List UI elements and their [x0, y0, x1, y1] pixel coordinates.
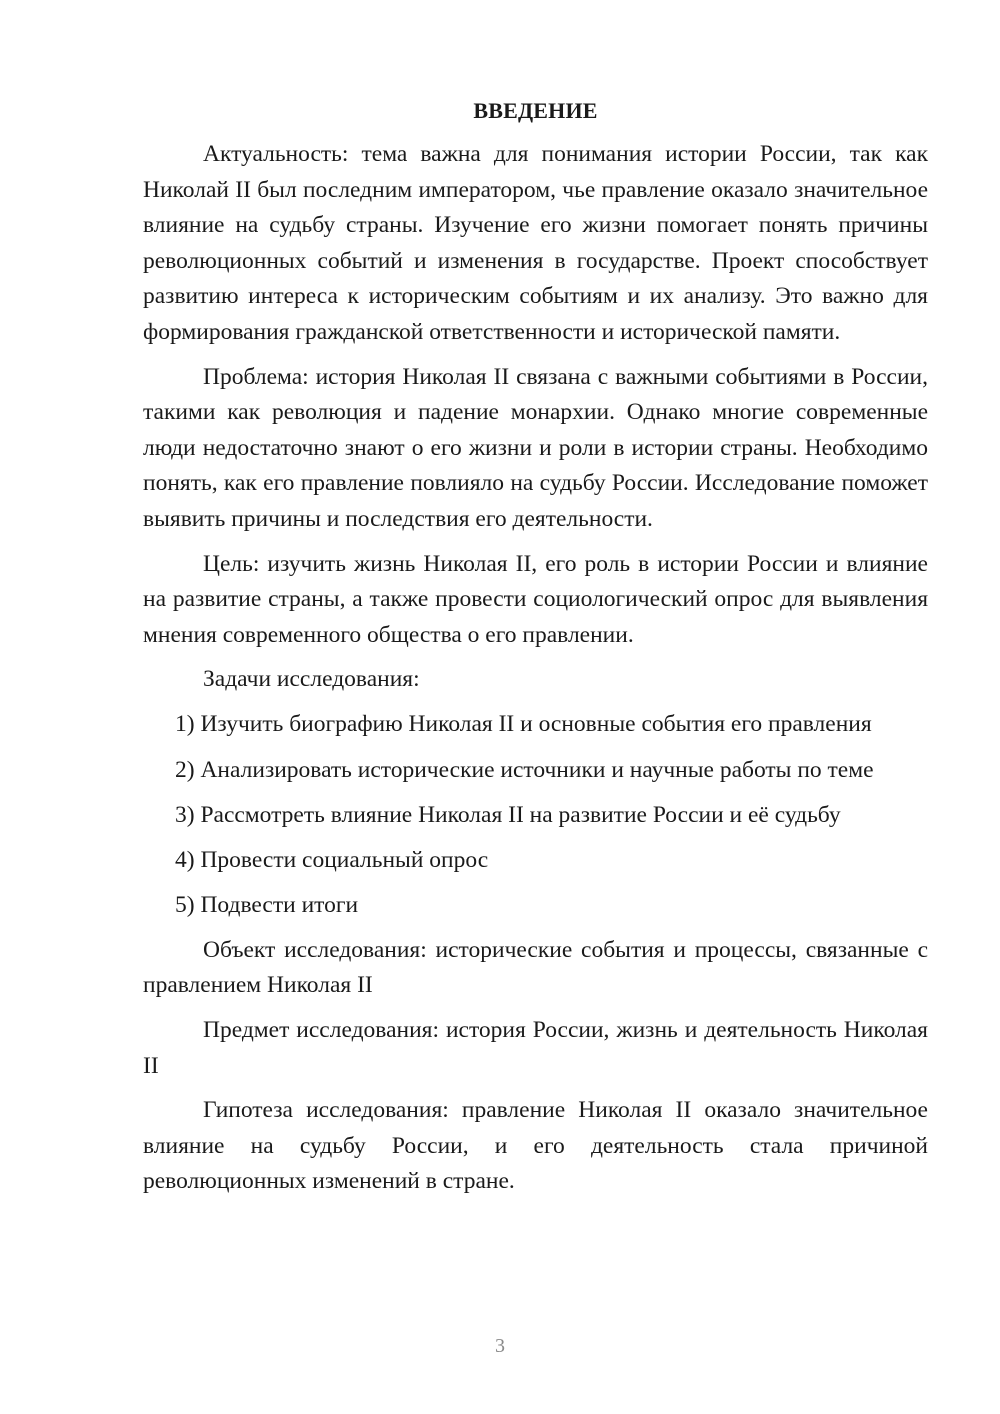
task-item: 4) Провести социальный опрос [175, 846, 489, 873]
goal-paragraph: Цель: изучить жизнь Николая II, его роль в истории России и влияние на развитие страны, а также провести социологический опрос для выявления мнения современного общества о его правлении. [143, 550, 928, 648]
subject-paragraph: Предмет исследования: история России, жизнь и деятельность Николая II [143, 1017, 928, 1079]
hypothesis-paragraph: Гипотеза исследования: правление Николая II оказало значительное влияние на судьбу России, и его деятельность стала причиной революционных изменений в стране. [143, 1097, 928, 1195]
object-paragraph: Объект исследования: исторические события и процессы, связанные с правлением Николая II [143, 936, 928, 999]
task-item: 3) Рассмотреть влияние Николая II на развитие России и её судьбу [175, 801, 841, 828]
relevance-paragraph: Актуальность: тема важна для понимания истории России, так как Николай II был последним императором, чье правление оказало значительное влияние на судьбу страны. Изучение его жизни помогает понять причины революционных событий и изменения в государстве. Проект способствует развитию интереса к историческим событиям и их анализу. Это важно для формирования гражданской ответственности и исторической памяти. [143, 141, 928, 345]
task-item: 5) Подвести итоги [175, 891, 359, 918]
problem-paragraph: Проблема: история Николая II связана с важными событиями в России, такими как революция и падение монархии. Однако многие современные люди недостаточно знают о его жизни и роли в истории страны. Необходимо понять, как его правление повлияло на судьбу России. Исследование поможет выявить причины и последствия его деятельности. [143, 363, 928, 532]
tasks-heading: Задачи исследования: [203, 666, 420, 693]
section-heading: ВВЕДЕНИЕ [473, 98, 598, 123]
page-number: 3 [495, 1335, 505, 1357]
page-content [143, 96, 928, 1209]
task-item: 1) Изучить биографию Николая II и основные события его правления [175, 711, 872, 738]
task-item: 2) Анализировать исторические источники и научные работы по теме [175, 756, 874, 783]
